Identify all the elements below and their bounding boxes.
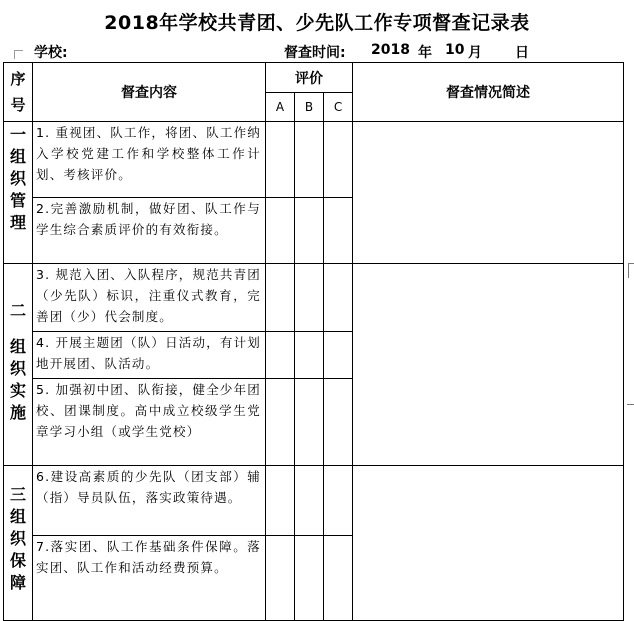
grade-a-cell[interactable] bbox=[266, 466, 295, 536]
header-grade-c: C bbox=[324, 93, 353, 122]
grade-a-cell[interactable] bbox=[266, 332, 295, 379]
grade-c-cell[interactable] bbox=[324, 536, 353, 621]
margin-mark bbox=[627, 404, 634, 435]
inspection-table bbox=[3, 62, 624, 621]
grade-b-cell[interactable] bbox=[295, 198, 324, 264]
grade-c-cell[interactable] bbox=[324, 122, 353, 198]
item-5: 5. 加强初中团、队衔接，健全少年团校、团课制度。高中成立校级学生党章学习小组（或学生党校） bbox=[33, 379, 266, 466]
item-7: 7.落实团、队工作基础条件保障。落实团、队工作和活动经费预算。 bbox=[33, 536, 266, 621]
grade-c-cell[interactable] bbox=[324, 264, 353, 332]
grade-a-cell[interactable] bbox=[266, 536, 295, 621]
category-char: 一 bbox=[9, 125, 26, 144]
grade-a-cell[interactable] bbox=[266, 264, 295, 332]
inspect-month-unit: 月 bbox=[468, 45, 482, 61]
form-title: 2018年学校共青团、少先队工作专项督查记录表 bbox=[104, 12, 530, 34]
grade-b-cell[interactable] bbox=[295, 264, 324, 332]
school-label: 学校: bbox=[34, 45, 68, 61]
grade-c-cell[interactable] bbox=[324, 466, 353, 536]
header-content: 督查内容 bbox=[33, 63, 266, 122]
category-char: 二 bbox=[9, 301, 26, 320]
inspect-year-unit: 年 bbox=[418, 45, 432, 61]
summary-cell-management[interactable] bbox=[353, 122, 624, 264]
grade-b-cell[interactable] bbox=[295, 332, 324, 379]
category-char: 织 bbox=[9, 169, 26, 188]
category-char: 障 bbox=[9, 573, 26, 592]
inspect-month: 10 bbox=[445, 42, 465, 58]
inspect-year: 2018 bbox=[371, 42, 410, 58]
header-eval: 评价 bbox=[266, 63, 353, 93]
category-char: 施 bbox=[9, 403, 26, 422]
item-6: 6.建设高素质的少先队（团支部）辅（指）导员队伍，落实政策待遇。 bbox=[33, 466, 266, 536]
category-char: 组 bbox=[9, 337, 26, 356]
grade-b-cell[interactable] bbox=[295, 466, 324, 536]
category-char: 管 bbox=[9, 191, 26, 210]
grade-b-cell[interactable] bbox=[295, 379, 324, 466]
header-grade-a: A bbox=[266, 93, 295, 122]
grade-b-cell[interactable] bbox=[295, 122, 324, 198]
summary-cell-implementation[interactable] bbox=[353, 264, 624, 466]
grade-c-cell[interactable] bbox=[324, 332, 353, 379]
grade-c-cell[interactable] bbox=[324, 379, 353, 466]
category-char: 织 bbox=[9, 359, 26, 378]
item-1: 1. 重视团、队工作，将团、队工作纳入学校党建工作和学校整体工作计划、考核评价。 bbox=[33, 122, 266, 198]
header-grade-b: B bbox=[295, 93, 324, 122]
category-implementation bbox=[4, 264, 33, 466]
item-3: 3. 规范入团、入队程序，规范共青团（少先队）标识，注重仪式教育，完善团（少）代会制度。 bbox=[33, 264, 266, 332]
grade-a-cell[interactable] bbox=[266, 379, 295, 466]
inspect-time-label: 督查时间: bbox=[284, 45, 346, 61]
header-summary: 督查情况简述 bbox=[353, 63, 624, 122]
category-char: 组 bbox=[9, 507, 26, 526]
grade-c-cell[interactable] bbox=[324, 198, 353, 264]
item-2: 2.完善激励机制，做好团、队工作与学生综合素质评价的有效衔接。 bbox=[33, 198, 266, 264]
margin-mark bbox=[628, 263, 634, 278]
item-4: 4. 开展主题团（队）日活动，有计划地开展团、队活动。 bbox=[33, 332, 266, 379]
category-char: 组 bbox=[9, 147, 26, 166]
category-support bbox=[4, 466, 33, 621]
category-char: 三 bbox=[9, 485, 26, 504]
header-seq-label: 序号 bbox=[10, 70, 26, 114]
grade-b-cell[interactable] bbox=[295, 536, 324, 621]
category-char: 织 bbox=[9, 529, 26, 548]
corner-mark bbox=[14, 50, 23, 59]
grade-a-cell[interactable] bbox=[266, 122, 295, 198]
summary-cell-support[interactable] bbox=[353, 466, 624, 621]
grade-a-cell[interactable] bbox=[266, 198, 295, 264]
category-management bbox=[4, 122, 33, 264]
header-seq bbox=[4, 63, 33, 122]
inspect-day-unit: 日 bbox=[515, 45, 529, 61]
category-char: 实 bbox=[9, 381, 26, 400]
category-char: 理 bbox=[9, 213, 26, 232]
category-char: 保 bbox=[9, 551, 26, 570]
